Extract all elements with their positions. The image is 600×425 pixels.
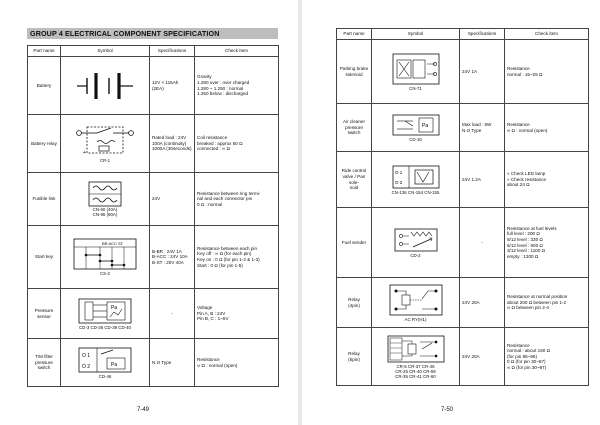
table-row — [28, 57, 279, 115]
check-item: Resistance at normal position about 200 Ω between pin 1-2 ∞ Ω between pin 2-4 — [505, 278, 589, 328]
fuel-sender-symbol-icon — [393, 227, 439, 253]
left-page — [0, 0, 298, 425]
pressure-sensor-symbol-icon — [77, 297, 133, 325]
table-header-row — [337, 29, 589, 40]
ride-control-valve-symbol-icon — [391, 164, 441, 190]
symbol-cell — [61, 173, 150, 226]
o1-label: O 1 — [394, 169, 402, 175]
symbol-caption: CR-1 — [99, 157, 111, 163]
o2-label: O 2 — [82, 363, 91, 370]
pa-label: Pa — [111, 361, 118, 368]
table-row — [337, 104, 589, 152]
pa-label: Pa — [111, 304, 118, 311]
relay-4pin-symbol-icon — [388, 283, 444, 317]
symbol-caption: CD-10 — [409, 136, 422, 142]
part-name: Battery relay — [28, 115, 61, 173]
check-item: Resistance normal : 15~25 Ω — [505, 40, 589, 104]
relay-5pin-symbol-icon — [386, 334, 446, 364]
specification: 24V 1.2A — [460, 152, 505, 208]
table-row — [337, 40, 589, 104]
symbol-caption: CN-136 CN-154 CN-155 — [391, 189, 440, 195]
part-name: T/M filter pressure switch — [28, 339, 61, 387]
specification: - — [150, 289, 195, 339]
symbol-caption: CS-2 — [99, 271, 110, 277]
specification: - — [460, 208, 505, 278]
specification: Max load : 6W N.O Type — [460, 104, 505, 152]
parking-brake-solenoid-symbol-icon — [391, 52, 441, 86]
table-row — [28, 289, 279, 339]
page-number: 7-50 — [441, 407, 454, 413]
header-symbol: Symbol — [372, 29, 460, 40]
right-page — [302, 0, 600, 425]
table-row — [337, 208, 589, 278]
part-name: Start key — [28, 226, 61, 289]
part-name: Air cleaner pressure switch — [337, 104, 372, 152]
part-name: Ride control valve / Pan sole- noid — [337, 152, 372, 208]
symbol-caption: AC RY(H1) — [404, 316, 427, 322]
page-number: 7-49 — [137, 407, 150, 413]
symbol-cell — [61, 289, 150, 339]
tm-filter-switch-symbol-icon — [77, 346, 133, 374]
relay-plus-label: + — [83, 149, 86, 156]
part-name: Battery — [28, 57, 61, 115]
header-check-item: Check item — [505, 29, 589, 40]
symbol-caption: CN-71 — [409, 85, 422, 91]
part-name: Relay (5pin) — [337, 328, 372, 386]
part-name: Fusible link — [28, 173, 61, 226]
symbol-cell — [61, 57, 150, 115]
check-item: Voltage Pin A, B : 24V Pin B, C : 1~5V — [195, 289, 279, 339]
symbol-caption: CD-2 — [410, 252, 421, 258]
symbol-cell — [372, 104, 460, 152]
table-row — [28, 115, 279, 173]
check-item: Resistance ∞ Ω : normal (open) — [195, 339, 279, 387]
symbol-cell — [372, 152, 460, 208]
table-row — [337, 328, 589, 386]
symbol-cell — [372, 40, 460, 104]
symbol-cell — [372, 328, 460, 386]
left-spec-table — [27, 45, 279, 387]
start-key-terminal-labels: BR ACC ST — [102, 241, 124, 247]
symbol-caption: CD-3 CD-36 CD-39 CD-40 — [79, 324, 131, 330]
symbol-caption: CR-5 CR-37 CR-46 CR-25 CR-40 CR-59 CR-35 CR-41 CR-60 — [395, 363, 436, 380]
part-name: Fuel sender — [337, 208, 372, 278]
symbol-cell — [372, 208, 460, 278]
header-part-name: Part name — [28, 46, 61, 57]
symbol-cell — [61, 226, 150, 289]
specification: N.O Type — [150, 339, 195, 387]
specification: B-BR : 24V 1A B-ACC : 24V 10A B-ST : 20V 40A — [150, 226, 195, 289]
battery-symbol-icon — [75, 71, 135, 101]
symbol-caption: CN-60 (40A) CN-95 (80A) — [92, 206, 118, 217]
air-cleaner-switch-symbol-icon — [391, 113, 441, 137]
check-item: Resistance ∞ Ω : normal (open) — [505, 104, 589, 152]
symbol-cell — [372, 278, 460, 328]
table-row — [28, 339, 279, 387]
battery-relay-symbol-icon — [73, 124, 137, 158]
check-item: Gravity 1.280 over : over charged 1.280 ~ 1.250 : normal 1.250 below : discharged — [195, 57, 279, 115]
table-row — [337, 152, 589, 208]
check-item: » Check LED lamp » Check resistance about 24 Ω — [505, 152, 589, 208]
specification: 24V 1A — [460, 40, 505, 104]
part-name: Pressure sensor — [28, 289, 61, 339]
symbol-cell — [61, 115, 150, 173]
header-check-item: Check item — [195, 46, 279, 57]
check-item: Resistance between ring termi- nal and each connector pin 0 Ω : normal — [195, 173, 279, 226]
pa-label: Pa — [421, 122, 428, 129]
table-header-row — [28, 46, 279, 57]
right-spec-table — [336, 28, 589, 386]
check-item: Resistance at fuel levels full level : 200 Ω 9/12 level : 330 Ω 6/12 level : 600 Ω 3/12 level : 1100 Ω empty : 1300 Ω — [505, 208, 589, 278]
o1-label: O 1 — [82, 352, 91, 359]
check-item: Coil resistance breaked : approx 50 Ω connected : ∞ Ω — [195, 115, 279, 173]
fusible-link-symbol-icon — [85, 181, 125, 207]
symbol-cell — [61, 339, 150, 387]
specification: 24V 20A — [460, 328, 505, 386]
header-specifications: Specifications — [150, 46, 195, 57]
part-name: Parking brake solenoid — [337, 40, 372, 104]
part-name: Relay (4pin) — [337, 278, 372, 328]
header-specifications: Specifications — [460, 29, 505, 40]
o2-label: O 2 — [394, 179, 402, 185]
header-symbol: Symbol — [61, 46, 150, 57]
specification: 12V × 115Ah (2EA) — [150, 57, 195, 115]
table-row — [28, 173, 279, 226]
specification: 24V 20A — [460, 278, 505, 328]
start-key-symbol-icon — [72, 237, 138, 271]
specification: Rated load : 24V 100A (continuity) 1000A (30seconds) — [150, 115, 195, 173]
table-row — [28, 226, 279, 289]
table-row — [337, 278, 589, 328]
specification: 24V — [150, 173, 195, 226]
symbol-caption: CD-46 — [98, 373, 112, 379]
check-item: Resistance between each pin Key off : ∞ Ω (for each pin) Key on : 0 Ω (for pin 1-2 & 1-3) Start : 0 Ω (for pin 1-5) — [195, 226, 279, 289]
check-item: Resistance normal : about 160 Ω (for pin 85~86) 0 Ω (for pin 30~87) ∞ Ω (for pin 30~87) — [505, 328, 589, 386]
group-title: GROUP 4 ELECTRICAL COMPONENT SPECIFICATION — [27, 28, 278, 39]
header-part-name: Part name — [337, 29, 372, 40]
